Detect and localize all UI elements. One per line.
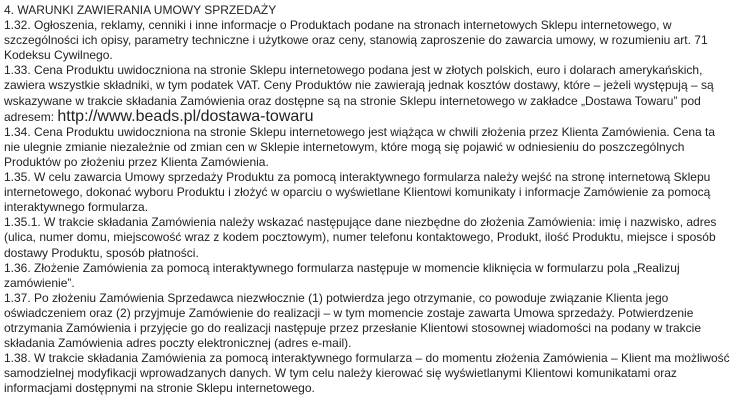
paragraph-1-37: 1.37. Po złożeniu Zamówienia Sprzedawca niezwłocznie (1) potwierdza jego otrzymanie, co powoduje związanie Klienta jego oświadczeniem oraz (2) przyjmuje Zamówienie do realizacji – w tym momencie zostaje zawarta Umowa sprzedaży. Potwierdzenie otrzymania Zamówienia i przyjęcie go do realizacji następuje przez przesłanie Klientowi stosownej wiadomości na podany w trakcie składania Zamówienia adres poczty elektronicznej (adres e-mail). [4,290,702,351]
delivery-url-text: http://www.beads.pl/dostawa-towaru [57,107,314,125]
paragraph-1-34: 1.34. Cena Produktu uwidoczniona na stronie Sklepu internetowego jest wiążąca w chwili złożenia przez Klienta Zamówienia. Cena ta nie ulegnie zmianie niezależnie od zmian cen w Sklepie internetowym, które mogą się pojawić w odniesieniu do poszczególnych Produktów po złożeniu przez Klienta Zamówienia. [4,124,716,169]
paragraph-1-35: 1.35. W celu zawarcia Umowy sprzedaży Produktu za pomocą interaktywnego formularza należy wejść na stronę internetową Sklepu internetowego, dokonać wyboru Produktu i złożyć w oparciu o wyświetlane Klientowi komunikaty i informacje Zamówienie za pomocą interaktywnego formularza. [4,170,711,215]
paragraph-1-35-1: 1.35.1. W trakcie składania Zamówienia należy wskazać następujące dane niezbędne do złożenia Zamówienia: imię i nazwisko, adres (ulica, numer domu, miejscowość wraz z kodem pocztowym), numer telefonu kontaktowego, Produkt, ilość Produktu, miejsce i sposób dostawy Produktu, sposób płatności. [4,215,717,260]
section-heading: 4. WARUNKI ZAWIERANIA UMOWY SPRZEDAŻY [4,3,277,17]
paragraph-1-32: 1.32. Ogłoszenia, reklamy, cenniki i inne informacje o Produktach podane na stronach internetowych Sklepu internetowego, w szczególności ich opisy, parametry techniczne i użytkowe oraz ceny, stanowią zaproszenie do zawarcia umowy, w rozumieniu art. 71 Kodeksu Cywilnego. [4,18,708,63]
paragraph-1-36: 1.36. Złożenie Zamówienia za pomocą interaktywnego formularza następuje w momencie kliknięcia w formularzu pola „Realizuj zamówienie”. [4,260,680,290]
paragraph-1-38: 1.38. W trakcie składania Zamówienia za pomocą interaktywnego formularza – do momentu złożenia Zamówienia – Klient ma możliwość samodzielnej modyfikacji wprowadzanych danych. W tym celu należy kierować się wyświetlanymi Klientowi komunikatami oraz informacjami dostępnymi na stronie Sklepu internetowego. [4,351,730,396]
paragraph-1-33 [4,63,732,124]
paragraph-1-33-text: 1.33. Cena Produktu uwidoczniona na stronie Sklepu internetowego podana jest w złotych polskich, euro i dolarach amerykańskich, zawiera wszystkie składniki, w tym podatek VAT. Ceny Produktów nie zawierają jednak kosztów dostawy, które – jeżeli występują – są wskazywane w trakcie składania Zamówienia oraz dostępne są na stronie Sklepu internetowego w zakładce „Dostawa Towaru” pod adresem: [4,63,714,124]
